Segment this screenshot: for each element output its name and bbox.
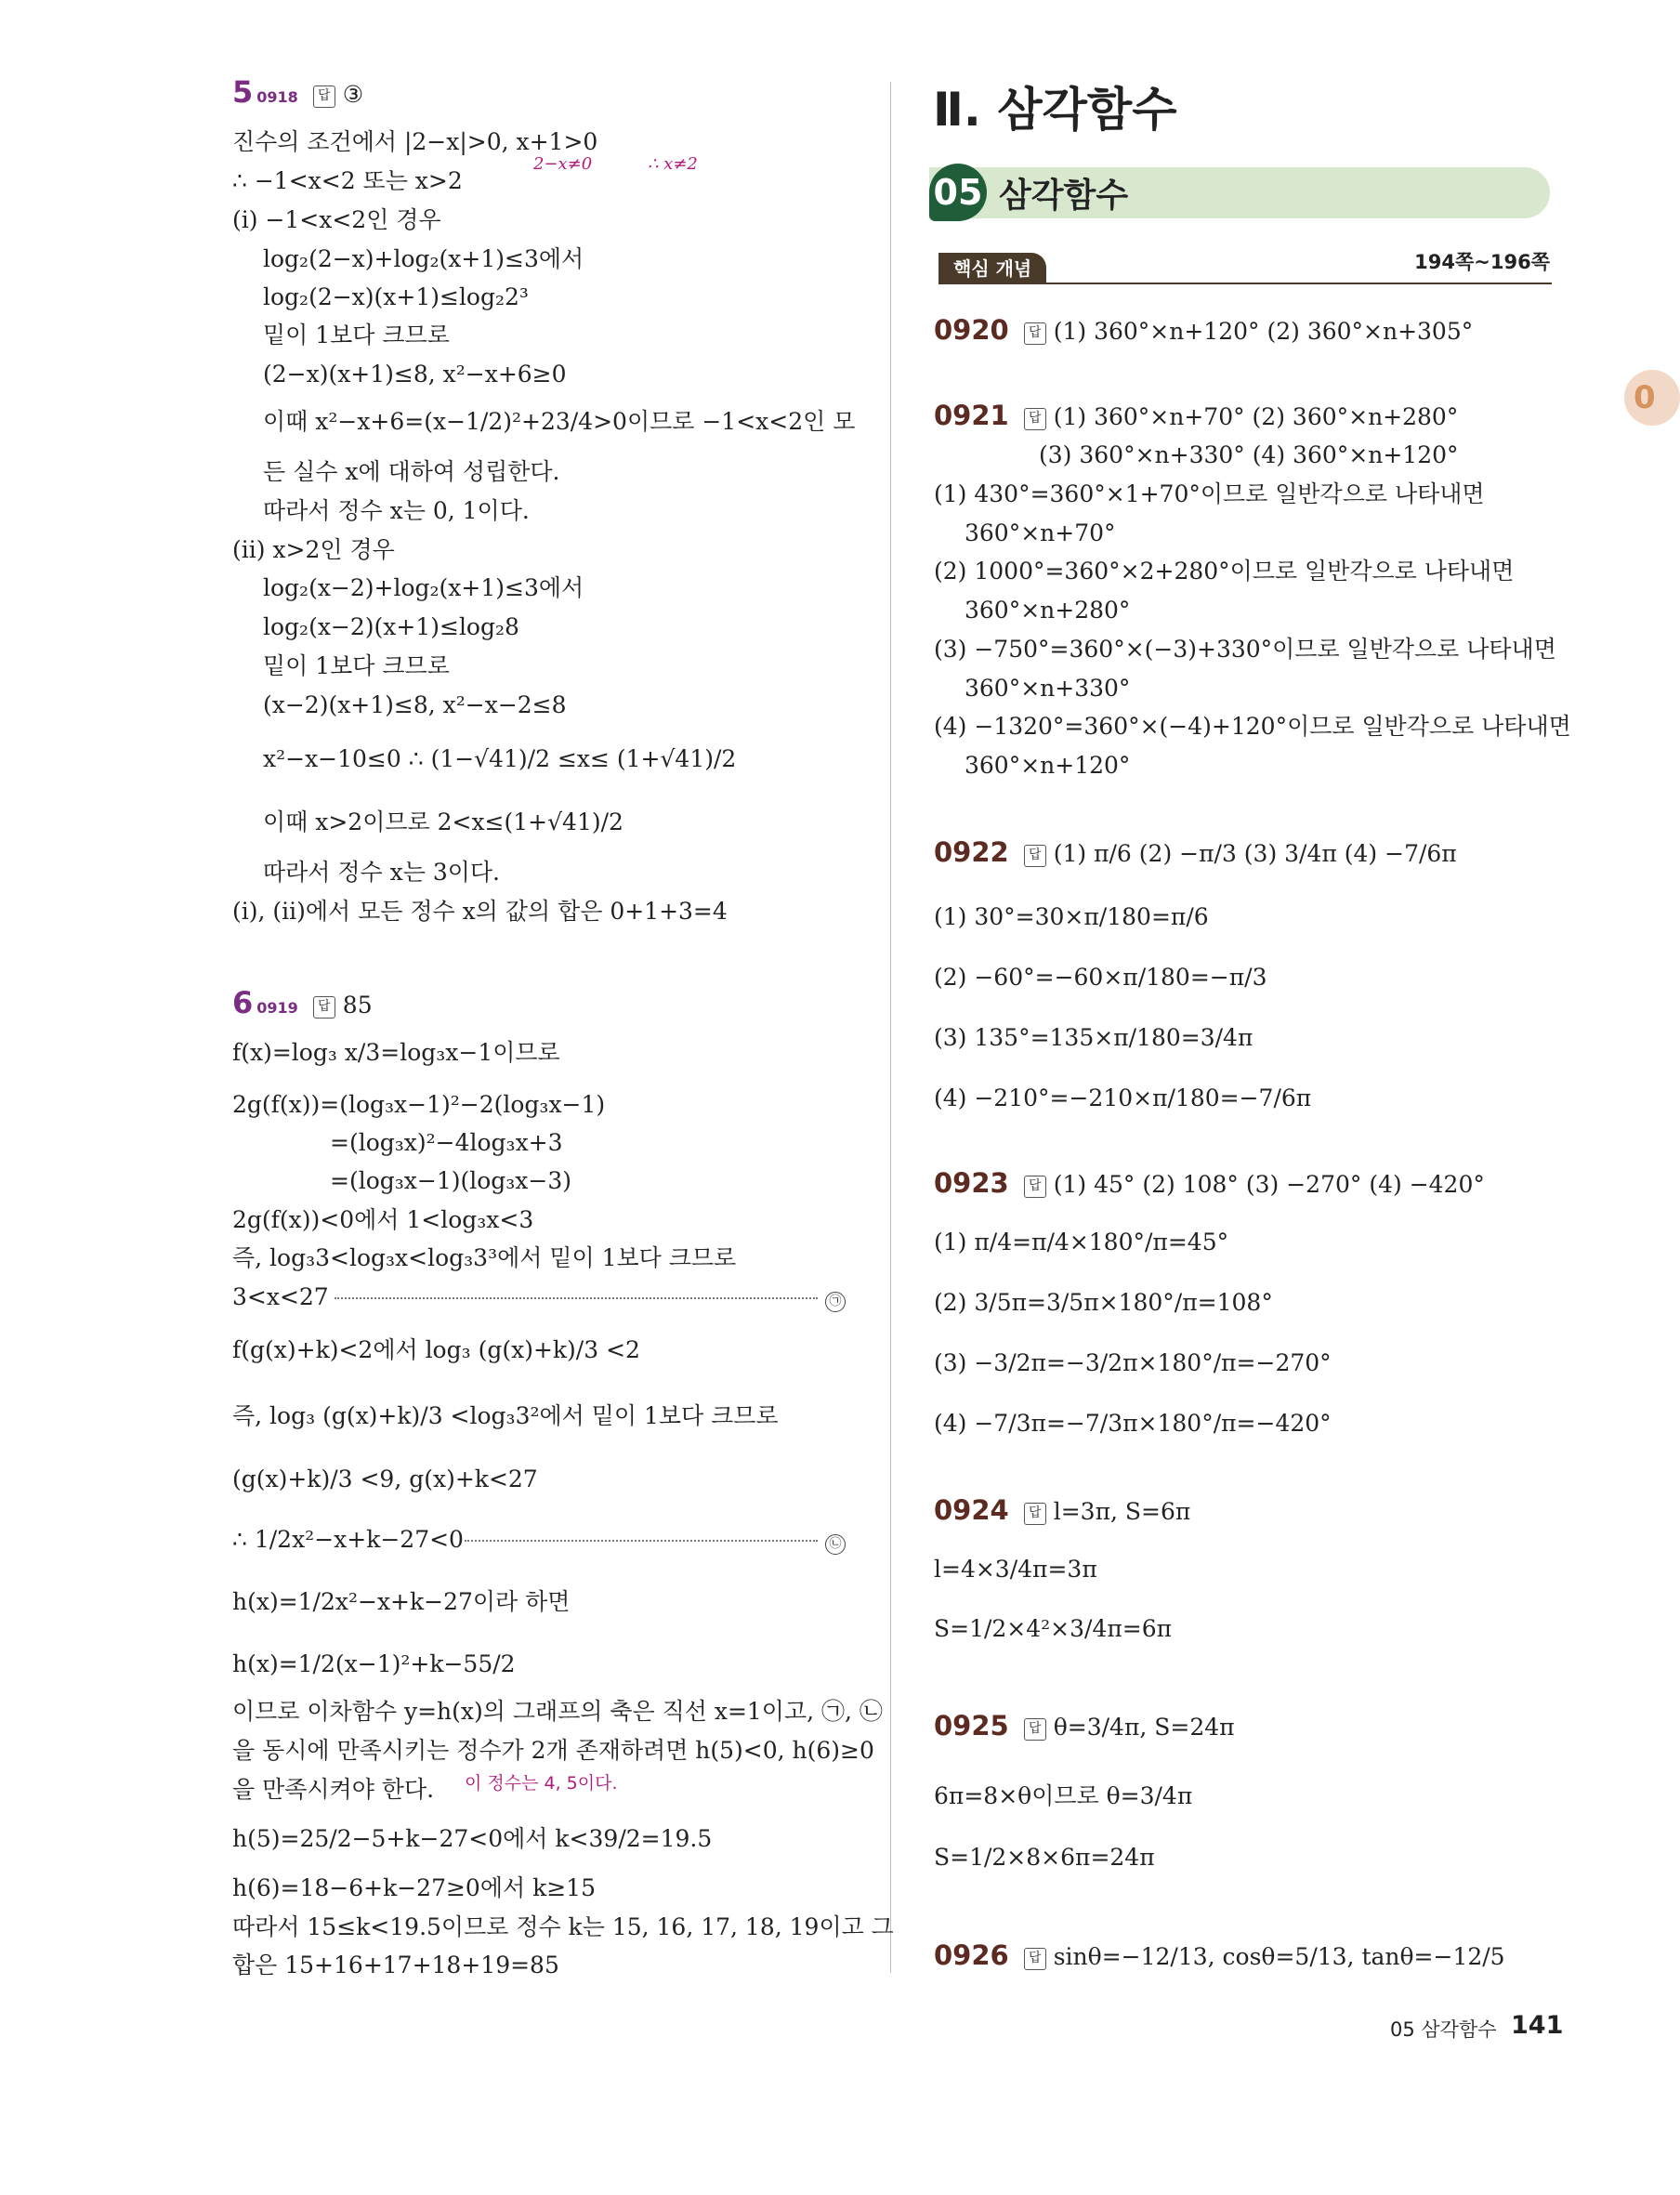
solution-line: 따라서 정수 x는 0, 1이다. [263,497,530,524]
chapter-title: Ⅱ. 삼각함수 [933,83,1177,137]
solution-line: 합은 15+16+17+18+19=85 [232,1952,559,1978]
question-answer: (1) 45° (2) 108° (3) −270° (4) −420° [1053,1171,1485,1198]
solution-line: 을 동시에 만족시키는 정수가 2개 존재하려면 h(5)<0, h(6)≥0 [232,1737,874,1764]
solution-line: (3) −750°=360°×(−3)+330°이므로 일반각으로 나타내면 [934,636,1556,663]
solution-line: h(5)=25/2−5+k−27<0에서 k<39/2=19.5 [232,1825,713,1852]
question-number: 0924 [934,1494,1009,1526]
solution-line: 즉, log₃3<log₃x<log₃3³에서 밑이 1보다 크므로 [232,1244,737,1271]
solution-line: (2−x)(x+1)≤8, x²−x+6≥0 [263,361,567,388]
solution-line: ∴ −1<x<2 또는 x>2 [232,167,463,194]
solution-line: 든 실수 x에 대하여 성립한다. [263,458,560,485]
section-title: 삼각함수 [999,177,1129,215]
question-answer: (1) 360°×n+70° (2) 360°×n+280° [1053,403,1459,430]
question-answer: l=3π, S=6π [1053,1498,1191,1525]
question-number: 0923 [934,1167,1009,1199]
tag-underline [938,283,1552,284]
problem-answer: 85 [342,992,373,1019]
column-divider [890,82,891,1973]
solution-line: x²−x−10≤0 ∴ (1−√41)/2 ≤x≤ (1+√41)/2 [263,745,737,772]
question-0924 [934,1494,1190,1528]
question-0923 [934,1167,1485,1201]
solution-line: log₂(x−2)+log₂(x+1)≤3에서 [263,574,584,601]
solution-line: (1) 430°=360°×1+70°이므로 일반각으로 나타내면 [934,480,1485,507]
solution-line: 따라서 15≤k<19.5이므로 정수 k는 15, 16, 17, 18, 19이고 그 [232,1913,894,1940]
answer-label-icon: 답 [1024,322,1046,345]
solution-line: 을 만족시켜야 한다. [232,1776,435,1803]
solution-line: h(6)=18−6+k−27≥0에서 k≥15 [232,1874,596,1901]
solution-line: 2g(f(x))<0에서 1<log₃x<3 [232,1206,534,1233]
page-number: 141 [1511,2011,1564,2040]
answer-label-icon: 답 [1024,1176,1046,1198]
solution-line: 진수의 조건에서 |2−x|>0, x+1>0 [232,128,598,155]
solution-line: log₂(x−2)(x+1)≤log₂8 [263,613,519,640]
question-0922 [934,836,1457,870]
question-answer: (1) 360°×n+120° (2) 360°×n+305° [1053,318,1474,345]
problem-5-header [232,76,363,113]
marker-2: ㉡ [825,1524,846,1556]
solution-line: =(log₃x)²−4log₃x+3 [330,1129,563,1156]
answer-label-icon: 답 [1024,1948,1046,1970]
core-concept-tag: 핵심 개념 [938,253,1046,284]
solution-line: 3<x<27 [232,1283,329,1310]
question-answer: θ=3/4π, S=24π [1053,1714,1235,1741]
solution-line: 즉, log₃ (g(x)+k)/3 <log₃3²에서 밑이 1보다 크므로 [232,1402,779,1429]
solution-line: f(x)=log₃ x/3=log₃x−1이므로 [232,1039,560,1066]
annotation-note: 2−x≠0 [533,154,593,174]
solution-line: ∴ 1/2x²−x+k−27<0 [232,1526,464,1553]
solution-line: (4) −7/3π=−7/3π×180°/π=−420° [934,1410,1332,1437]
solution-line: 360°×n+330° [965,675,1131,702]
annotation-note: 이 정수는 4, 5이다. [465,1773,618,1794]
solution-line: 밑이 1보다 크므로 [263,652,450,679]
answer-label-icon: 답 [313,996,335,1019]
answer-label-icon: 답 [1024,845,1046,867]
solution-line: h(x)=1/2(x−1)²+k−55/2 [232,1650,516,1677]
solution-line: (2) 3/5π=3/5π×180°/π=108° [934,1289,1273,1316]
solution-line: (x−2)(x+1)≤8, x²−x−2≤8 [263,691,567,718]
answer-label-icon: 답 [313,85,335,108]
dotted-leader [465,1540,818,1542]
solution-line: log₂(2−x)(x+1)≤log₂2³ [263,283,529,310]
solution-line: (1) 30°=30×π/180=π/6 [934,903,1209,930]
problem-answer: ③ [342,81,364,108]
answer-label-icon: 답 [1024,1718,1046,1741]
page-reference: 194쪽~196쪽 [1414,251,1550,273]
solution-line: 따라서 정수 x는 3이다. [263,859,500,886]
question-answer-cont: (3) 360°×n+330° (4) 360°×n+120° [1039,441,1459,468]
question-0920 [934,314,1473,348]
solution-line: S=1/2×4²×3/4π=6π [934,1615,1173,1642]
solution-line: (ⅰ), (ⅱ)에서 모든 정수 x의 값의 합은 0+1+3=4 [232,898,728,925]
question-number: 0921 [934,400,1009,431]
solution-line: (4) −210°=−210×π/180=−7/6π [934,1084,1312,1111]
annotation-note: ∴ x≠2 [648,154,698,174]
problem-number: 6 [232,985,254,1020]
footer-section: 05 삼각함수 [1390,2018,1497,2041]
solution-line: 이므로 이차함수 y=h(x)의 그래프의 축은 직선 x=1이고, ㉠, ㉡ [232,1698,883,1725]
solution-line: =(log₃x−1)(log₃x−3) [330,1167,572,1194]
question-0925 [934,1710,1235,1743]
question-number: 0922 [934,836,1009,868]
solution-line: (3) −3/2π=−3/2π×180°/π=−270° [934,1349,1332,1376]
solution-line: (g(x)+k)/3 <9, g(x)+k<27 [232,1466,538,1492]
solution-line: 밑이 1보다 크므로 [263,322,450,348]
question-answer: (1) π/6 (2) −π/3 (3) 3/4π (4) −7/6π [1053,840,1457,867]
section-number: 05 [929,164,987,221]
chapter-side-tab: 0 [1624,370,1680,426]
solution-line: 이때 x>2이므로 2<x≤(1+√41)/2 [263,808,623,835]
question-answer: sinθ=−12/13, cosθ=5/13, tanθ=−12/5 [1053,1943,1505,1970]
solution-line: (ⅰ) −1<x<2인 경우 [232,206,441,233]
solution-line: (2) −60°=−60×π/180=−π/3 [934,964,1267,991]
question-number: 0920 [934,314,1009,346]
solution-line: (4) −1320°=360°×(−4)+120°이므로 일반각으로 나타내면 [934,713,1571,740]
solution-line: S=1/2×8×6π=24π [934,1844,1155,1871]
problem-code: 0919 [256,999,298,1017]
solution-line: 360°×n+70° [965,519,1116,546]
answer-label-icon: 답 [1024,1503,1046,1525]
solution-line: 6π=8×θ이므로 θ=3/4π [934,1782,1193,1809]
question-0926 [934,1939,1505,1973]
marker-1: ㉠ [825,1282,846,1313]
answer-label-icon: 답 [1024,408,1046,430]
question-0921 [934,400,1458,433]
solution-line: (3) 135°=135×π/180=3/4π [934,1024,1253,1051]
question-number: 0926 [934,1939,1009,1971]
problem-code: 0918 [256,88,298,106]
solution-line: 360°×n+120° [965,752,1131,779]
solution-line: l=4×3/4π=3π [934,1556,1097,1583]
solution-line: 360°×n+280° [965,597,1131,624]
solution-line: log₂(2−x)+log₂(x+1)≤3에서 [263,245,584,272]
solution-line: 2g(f(x))=(log₃x−1)²−2(log₃x−1) [232,1091,606,1118]
problem-6-header [232,987,373,1024]
solution-line: h(x)=1/2x²−x+k−27이라 하면 [232,1588,571,1615]
dotted-leader [335,1297,818,1299]
solution-line: f(g(x)+k)<2에서 log₃ (g(x)+k)/3 <2 [232,1336,640,1363]
solution-line: (1) π/4=π/4×180°/π=45° [934,1229,1229,1255]
solution-line: (2) 1000°=360°×2+280°이므로 일반각으로 나타내면 [934,558,1515,585]
solution-line: (ⅱ) x>2인 경우 [232,536,395,563]
problem-number: 5 [232,74,254,110]
question-number: 0925 [934,1710,1009,1742]
solution-line: 이때 x²−x+6=(x−1/2)²+23/4>0이므로 −1<x<2인 모 [263,408,856,435]
